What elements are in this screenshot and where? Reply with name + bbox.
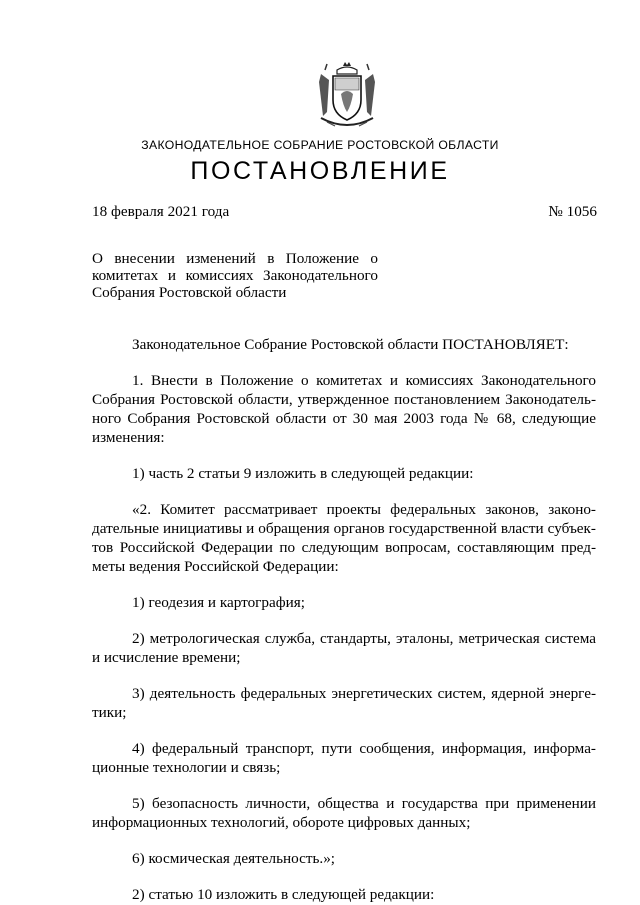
list-item-4 (92, 739, 596, 777)
text-line: меты ведения Российской Федерации: (92, 558, 339, 575)
text-line: тов Российской Федерации по следующим вопросам, составляющим пред- (92, 539, 596, 556)
text-line: ционные технологии и связь; (92, 759, 281, 776)
subject-line: О внесении изменений в Положение о (92, 250, 378, 267)
document-number: № 1056 (548, 203, 597, 220)
document-subject (92, 250, 378, 301)
text-line: Собрания Ростовской области, утвержденное постановлением Законодатель- (92, 391, 596, 408)
text-line: «2. Комитет рассматривает проекты федеральных законов, законо- (132, 501, 596, 518)
text-line: 5) безопасность личности, общества и государства при применении (132, 795, 596, 812)
list-item-2 (92, 629, 596, 667)
text-line: тики; (92, 704, 127, 721)
text-line: 1. Внести в Положение о комитетах и комиссиях Законодательного (132, 372, 596, 389)
list-item-5 (92, 794, 596, 832)
subject-line: Собрания Ростовской области (92, 284, 287, 301)
text-line: ного Собрания Ростовской области от 30 мая 2003 года № 68, следующие (92, 410, 596, 427)
text-line: изменения: (92, 429, 165, 446)
subject-line: комитетах и комиссиях Законодательного (92, 267, 378, 284)
list-item-6: 6) космическая деятельность.»; (132, 850, 336, 867)
text-line: 3) деятельность федеральных энергетических систем, ядерной энерге- (132, 685, 596, 702)
document-body (92, 335, 596, 904)
document-type: ПОСТАНОВЛЕНИЕ (190, 157, 450, 185)
item-1 (92, 371, 596, 447)
text-line: 4) федеральный транспорт, пути сообщения, информация, информа- (132, 740, 596, 757)
organization-title: ЗАКОНОДАТЕЛЬНОЕ СОБРАНИЕ РОСТОВСКОЙ ОБЛАСТИ (141, 138, 499, 152)
coat-of-arms-icon (315, 62, 379, 128)
list-item-3 (92, 684, 596, 722)
list-item-1: 1) геодезия и картография; (132, 594, 305, 611)
subitem-2: 2) статью 10 изложить в следующей редакции: (132, 886, 435, 903)
text-line: дательные инициативы и обращения органов государственной власти субъек- (92, 520, 596, 537)
quoted-article (92, 500, 596, 576)
text-line: 2) метрологическая служба, стандарты, эталоны, метрическая система (132, 630, 596, 647)
text-line: информационных технологий, обороте цифровых данных; (92, 814, 471, 831)
document-date: 18 февраля 2021 года (92, 203, 230, 220)
subitem-1: 1) часть 2 статьи 9 изложить в следующей редакции: (132, 465, 474, 482)
text-line: и исчисление времени; (92, 649, 241, 666)
preamble: Законодательное Собрание Ростовской области ПОСТАНОВЛЯЕТ: (132, 336, 569, 353)
